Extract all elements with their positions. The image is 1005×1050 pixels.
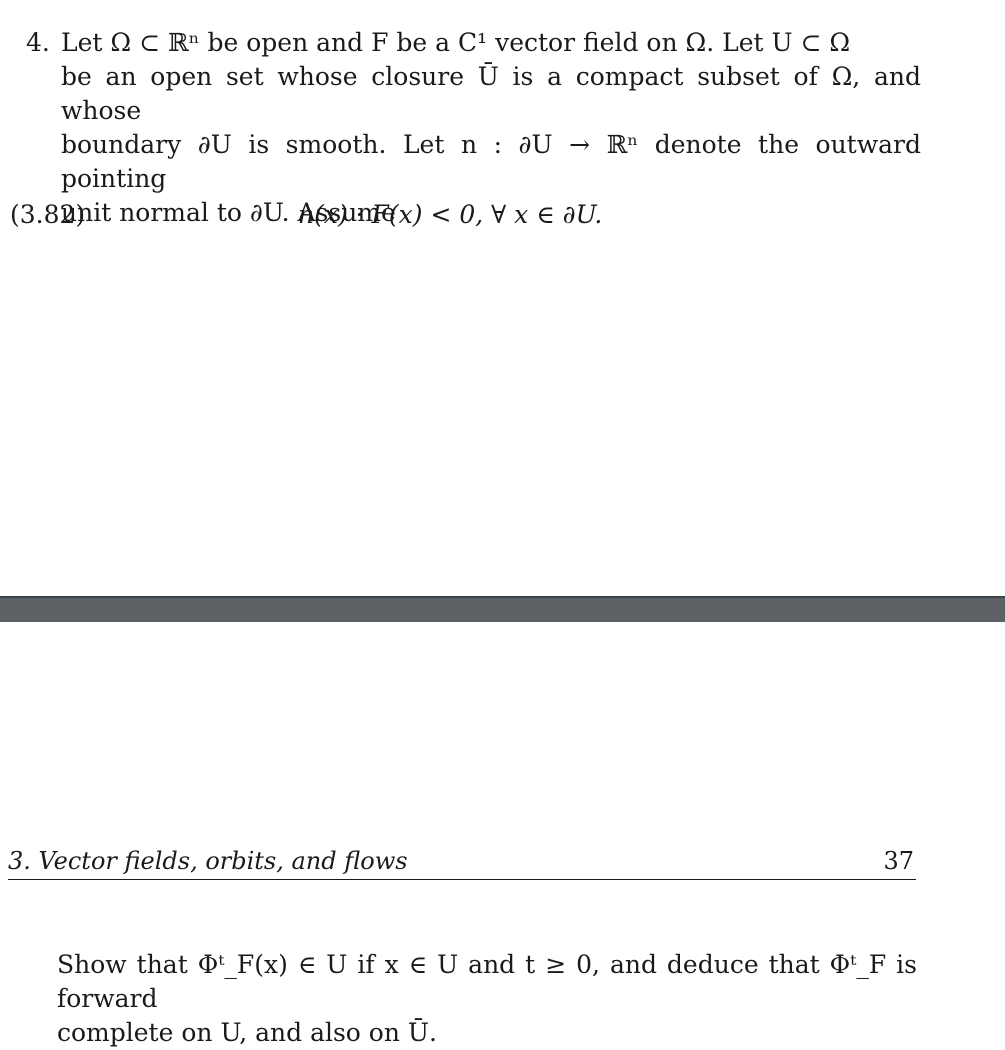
continuation-line-1: Show that Φᵗ_F(x) ∈ U if x ∈ U and t ≥ 0, and deduce that Φᵗ_F is forward xyxy=(57,950,917,1013)
problem-continuation xyxy=(57,948,917,1050)
problem-number: 4. xyxy=(26,28,50,57)
chapter-title: 3. Vector fields, orbits, and flows xyxy=(8,847,408,875)
problem-line-1: Let Ω ⊂ ℝⁿ be open and F be a C¹ vector field on Ω. Let U ⊂ Ω xyxy=(61,28,851,57)
problem-line-4: unit normal to ∂U. Assume xyxy=(61,198,396,227)
running-head xyxy=(8,843,916,880)
problem-line-3: boundary ∂U is smooth. Let n : ∂U → ℝⁿ denote the outward pointing xyxy=(61,130,921,193)
equation-label: (3.82) xyxy=(10,200,86,229)
equation-body: n(x) · F(x) < 0, ∀ x ∈ ∂U. xyxy=(298,200,603,229)
page-number: 37 xyxy=(883,847,914,875)
continuation-line-2: complete on U, and also on Ū. xyxy=(57,1018,437,1047)
problem-line-2: be an open set whose closure Ū is a compact subset of Ω, and whose xyxy=(61,62,921,125)
equation-3-82 xyxy=(10,198,910,234)
page-break-divider xyxy=(0,596,1005,622)
